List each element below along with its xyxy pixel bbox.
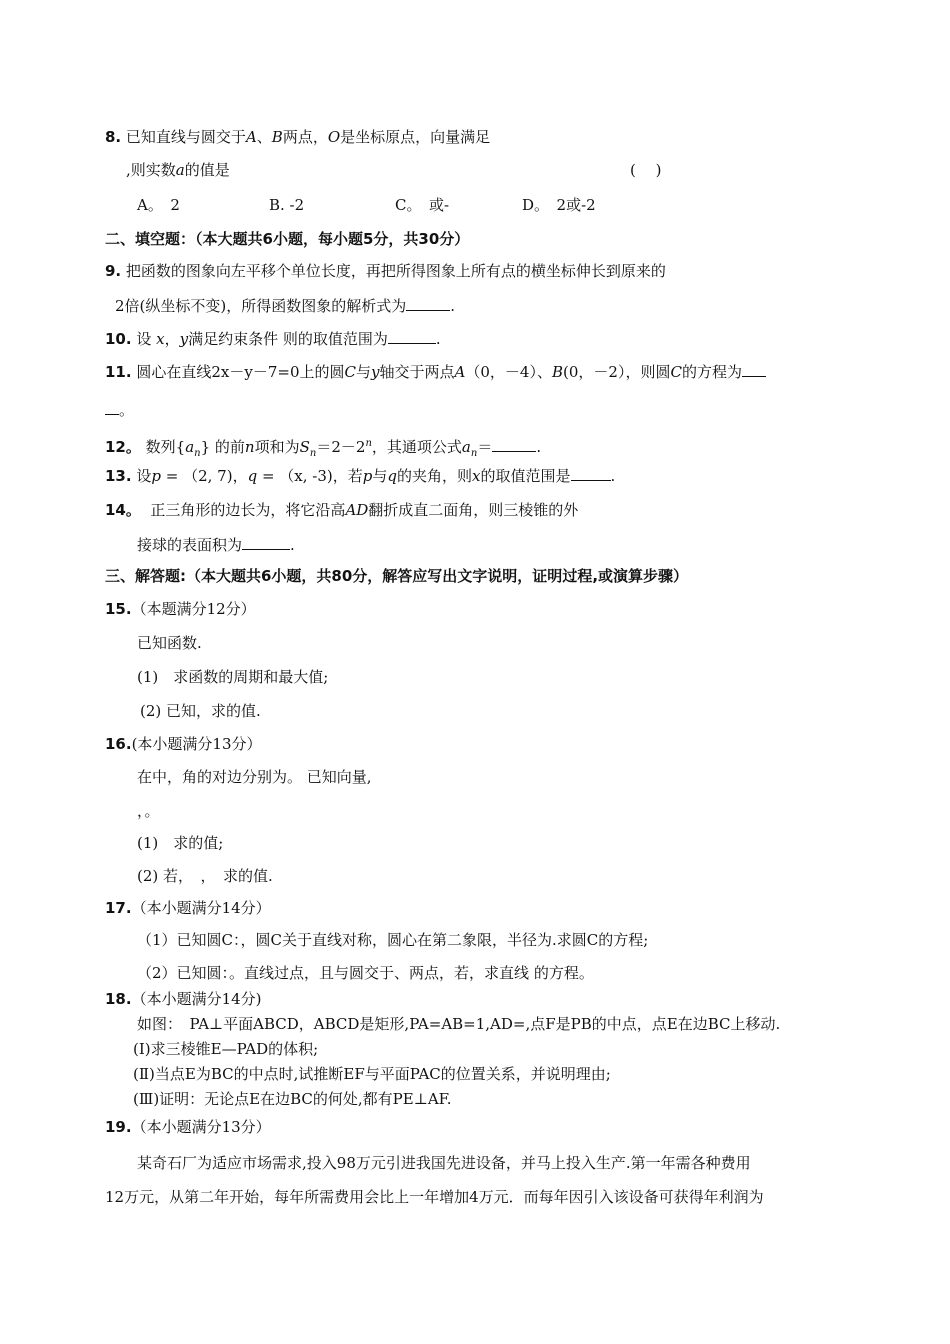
q16-header: 16.(本小题满分13分） <box>105 735 262 753</box>
q18-line3: (Ⅱ)当点E为BC的中点时,试推断EF与平面PAC的位置关系，并说明理由; <box>133 1065 611 1083</box>
q18-line2: (Ⅰ)求三棱锥E—PAD的体积; <box>133 1040 319 1058</box>
answer-blank <box>406 296 450 311</box>
q9-line1: 9. 把函数的图象向左平移个单位长度，再把所得图象上所有点的横坐标伸长到原来的 <box>105 262 666 280</box>
q19-header: 19.（本小题满分13分） <box>105 1118 271 1136</box>
question-number: 17. <box>105 899 132 917</box>
q8-line2: ,则实数a的值是 <box>126 161 230 179</box>
question-number: 12。 <box>105 438 141 456</box>
q18-line1: 如图： PA⊥平面ABCD，ABCD是矩形,PA=AB=1,AD=,点F是PB的中点，点E在边BC上移动. <box>137 1015 781 1033</box>
question-number: 10. <box>105 330 132 348</box>
q15-line3: (2) 已知，求的值. <box>140 702 261 720</box>
q15-line2: (1) 求函数的周期和最大值; <box>137 668 329 686</box>
q14-line1: 14。 正三角形的边长为，将它沿高AD翻折成直二面角，则三棱锥的外 <box>105 501 579 519</box>
q16-line2: ，。 <box>137 802 160 820</box>
q11-line2: 。 <box>105 400 134 420</box>
q15-line1: 已知函数. <box>137 634 202 652</box>
section-heading-solutions: 三、解答题:（本大题共6小题，共80分，解答应写出文字说明，证明过程,或演算步骤） <box>105 567 689 585</box>
q17-header: 17.（本小题满分14分） <box>105 899 271 917</box>
answer-paren: ( ) <box>630 161 662 179</box>
q8-option-a: A。 2 <box>137 196 180 214</box>
q16-line4: (2) 若， ， 求的值. <box>137 867 273 885</box>
question-number: 14。 <box>105 501 141 519</box>
question-number: 13. <box>105 467 132 485</box>
q16-line3: (1) 求的值; <box>137 834 224 852</box>
answer-blank <box>105 400 119 415</box>
q12-line: 12。 数列$\{a_n\}$ 的前n项和为$S_n=2-2^n$，其通项公式$a_n=$ . <box>105 438 542 459</box>
q17-line2: （2）已知圆：。直线过点，且与圆交于、两点，若，求直线 的方程。 <box>137 964 594 982</box>
q17-line1: （1）已知圆C：，圆C关于直线对称，圆心在第二象限，半径为.求圆C的方程; <box>137 931 649 949</box>
answer-blank <box>492 437 536 452</box>
question-number: 19. <box>105 1118 132 1136</box>
q11-line1: 11. 圆心在直线2x－y－7=0上的圆C与y轴交于两点A（0，－4）、B(0，－2），则圆C的方程为 <box>105 362 766 382</box>
q14-line2: 接球的表面积为 . <box>137 536 295 554</box>
q8-option-b: B. -2 <box>269 196 305 214</box>
section-heading-fill-in: 二、填空题：（本大题共6小题，每小题5分，共30分） <box>105 230 470 248</box>
q8-option-c: C。 或- <box>395 196 450 214</box>
q9-line2: 2倍(纵坐标不变)，所得函数图象的解析式为 . <box>115 297 456 315</box>
answer-blank <box>571 466 611 481</box>
q18-line4: (Ⅲ)证明：无论点E在边BC的何处,都有PE⊥AF. <box>133 1090 452 1108</box>
question-number: 16. <box>105 735 132 753</box>
q16-line1: 在中，角的对边分别为。 已知向量, <box>137 768 372 786</box>
question-number: 9. <box>105 262 122 280</box>
q18-header: 18.（本小题满分14分) <box>105 990 262 1008</box>
question-number: 18. <box>105 990 132 1008</box>
q19-line1: 某奇石厂为适应市场需求,投入98万元引进我国先进设备，并马上投入生产.第一年需各种费用 <box>137 1154 751 1172</box>
answer-blank <box>742 362 766 377</box>
answer-blank <box>388 329 436 344</box>
q13-line: 13. 设p = （2, 7)，q = （x, -3)，若p与q的夹角，则x的取值范围是 . <box>105 467 616 485</box>
q8-option-d: D。 2或-2 <box>522 196 596 214</box>
question-number: 8. <box>105 128 122 146</box>
q10-line: 10. 设 x，y满足约束条件 则的取值范围为 . <box>105 330 441 348</box>
question-number: 11. <box>105 363 132 381</box>
question-number: 15. <box>105 600 132 618</box>
q15-header: 15.（本题满分12分） <box>105 600 256 618</box>
q19-line2: 12万元，从第二年开始，每年所需费用会比上一年增加4万元．而每年因引入该设备可获得年利润为 <box>105 1188 764 1206</box>
answer-blank <box>242 535 290 550</box>
q8-line1: 8. 已知直线与圆交于A、B两点，O是坐标原点，向量满足 <box>105 128 491 146</box>
